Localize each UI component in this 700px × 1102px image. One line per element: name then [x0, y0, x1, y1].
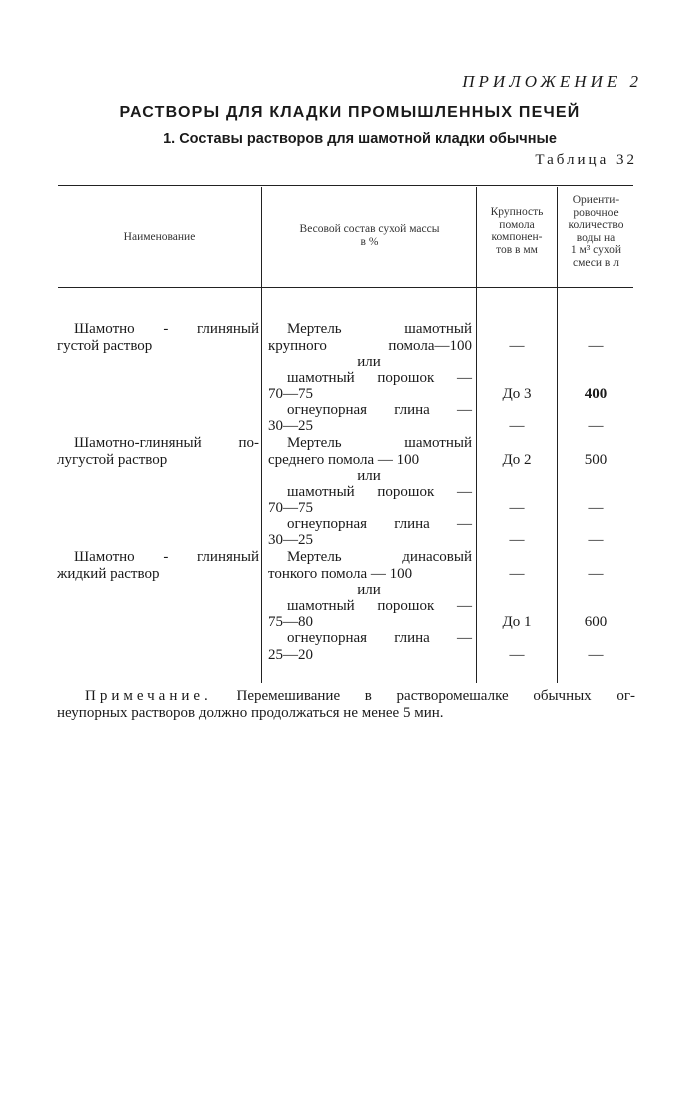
row-name-line: Шамотно - глиняный: [74, 549, 259, 565]
composition-line: крупного помола—100: [268, 338, 472, 354]
composition-line: тонкого помола — 100: [268, 566, 413, 582]
header-line: компонен-: [491, 231, 543, 243]
water-value: —: [588, 338, 604, 354]
column-divider-2: [476, 187, 477, 683]
table-note: [57, 688, 635, 722]
composition-line: или: [357, 354, 381, 370]
grain-size-value: —: [509, 566, 525, 582]
row-name-line: густой раствор: [57, 338, 153, 354]
grain-size-value: До 1: [502, 614, 532, 630]
header-line: ровочное: [573, 206, 619, 219]
composition-line: огнеупорная глина —: [287, 402, 472, 418]
water-value: —: [588, 500, 604, 516]
header-line: смеси в л: [573, 256, 619, 269]
header-line: 1 м³ сухой: [570, 244, 622, 256]
composition-line: шамотный порошок —: [287, 598, 472, 614]
header-line: Ориенти-: [572, 194, 620, 206]
composition-line: шамотный порошок —: [287, 370, 472, 386]
column-header-composition: [263, 223, 476, 248]
grain-size-value: —: [509, 338, 525, 354]
header-line: воды на: [576, 231, 616, 244]
column-header-grain-size: [477, 206, 557, 256]
row-name-line: лугустой раствор: [57, 452, 168, 468]
composition-line: или: [357, 468, 381, 484]
grain-size-value: —: [509, 418, 525, 434]
composition-line: 30—25: [268, 532, 313, 548]
header-line: Крупность: [490, 206, 544, 218]
grain-size-value: До 2: [502, 452, 532, 468]
grain-size-value: —: [509, 532, 525, 548]
grain-size-value: —: [509, 500, 525, 516]
water-value: 500: [584, 452, 608, 468]
page-title: РАСТВОРЫ ДЛЯ КЛАДКИ ПРОМЫШЛЕННЫХ ПЕЧЕЙ: [119, 104, 581, 121]
water-value: —: [588, 566, 604, 582]
column-header-water: [558, 194, 634, 269]
composition-line: огнеупорная глина —: [287, 516, 472, 532]
note-line-1: [57, 688, 635, 705]
composition-line: Мертель шамотный: [287, 321, 472, 337]
grain-size-value: —: [509, 647, 525, 663]
water-value: 400: [584, 386, 608, 402]
water-value: 600: [584, 614, 608, 630]
composition-line: огнеупорная глина —: [287, 630, 472, 646]
row-name-line: Шамотно-глиняный по-: [74, 435, 259, 451]
header-line: тов в мм: [496, 243, 538, 256]
grain-size-value: До 3: [502, 386, 532, 402]
water-value: —: [588, 532, 604, 548]
table-header-rule: [58, 287, 633, 288]
composition-line: среднего помола — 100: [268, 452, 420, 468]
column-header-name: [58, 231, 261, 244]
composition-line: Мертель динасовый: [287, 549, 472, 565]
note-text-1: Перемешивание в растворомешалке обычных ог-: [236, 688, 635, 704]
appendix-label: ПРИЛОЖЕНИЕ 2: [462, 72, 642, 91]
note-line-2: неупорных растворов должно продолжаться не менее 5 мин.: [57, 705, 444, 721]
composition-line: 75—80: [268, 614, 313, 630]
row-name-line: жидкий раствор: [57, 566, 160, 582]
composition-line: или: [357, 582, 381, 598]
water-value: —: [588, 418, 604, 434]
composition-line: 30—25: [268, 418, 313, 434]
header-line: Весовой состав сухой массы: [299, 223, 440, 235]
table-top-rule: [58, 185, 633, 186]
header-line: в %: [360, 235, 379, 248]
note-label: Примечание.: [85, 688, 212, 704]
composition-line: шамотный порошок —: [287, 484, 472, 500]
header-line: помола: [499, 218, 535, 231]
header-line: количество: [568, 219, 624, 231]
composition-line: Мертель шамотный: [287, 435, 472, 451]
composition-line: 70—75: [268, 386, 313, 402]
table-number: Таблица 32: [535, 152, 637, 168]
composition-line: 25—20: [268, 647, 313, 663]
composition-line: 70—75: [268, 500, 313, 516]
column-divider-1: [261, 187, 262, 683]
section-subtitle: 1. Составы растворов для шамотной кладки обычные: [163, 131, 557, 147]
row-name-line: Шамотно - глиняный: [74, 321, 259, 337]
water-value: —: [588, 647, 604, 663]
header-line: Наименование: [123, 231, 196, 243]
